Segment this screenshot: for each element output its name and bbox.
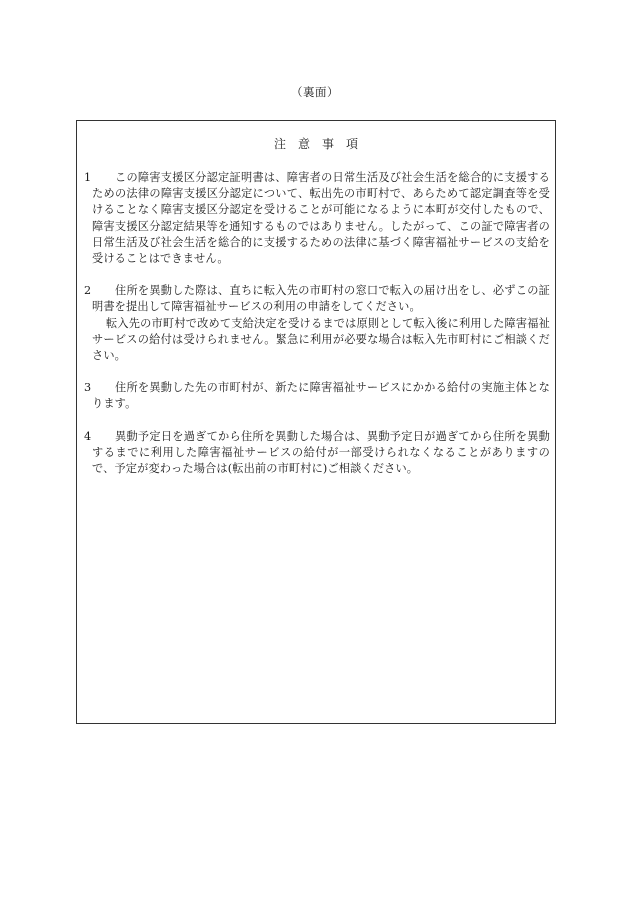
reverse-side-label: （裏面） (291, 85, 339, 99)
item-number: 3 (84, 381, 92, 395)
item-number: 2 (84, 284, 92, 298)
item-paragraph: 住所を異動した際は、直ちに転入先の市町村の窓口で転入の届け出をし、必ずこの証明書を提出して障害福祉サービスの利用の申請をしてください。 (92, 284, 550, 314)
notice-item-2 (84, 283, 550, 364)
notice-box (76, 120, 556, 724)
notice-item-4 (84, 429, 550, 478)
notice-title: 注 意 事 項 (273, 137, 358, 151)
notice-item-3 (84, 380, 550, 412)
item-number: 4 (84, 429, 92, 443)
notice-list (84, 170, 550, 493)
item-paragraph: 異動予定日を過ぎてから住所を異動した場合は、異動予定日が過ぎてから住所を異動するまでに利用した障害福祉サービスの給付が一部受けられなくなることがありますので、予定が変わった場合は(転出前の市町村に)ご相談ください。 (92, 429, 550, 476)
item-paragraph: この障害支援区分認定証明書は、障害者の日常生活及び社会生活を総合的に支援するための法律の障害支援区分認定について、転出先の市町村で、あらためて認定調査等を受けることなく障害支援区分認定を受けることが可能になるように本町が交付したもので、障害支援区分認定結果等を通知するものではありません。したがって、この証で障害者の日常生活及び社会生活を総合的に支援するための法律に基づく障害福祉サービスの支給を受けることはできません。 (92, 171, 550, 266)
item-paragraph: 住所を異動した先の市町村が、新たに障害福祉サービスにかかる給付の実施主体となります。 (92, 381, 550, 411)
notice-item-1 (84, 170, 550, 267)
item-paragraph: 転入先の市町村で改めて支給決定を受けるまでは原則として転入後に利用した障害福祉サービスの給付は受けられません。緊急に利用が必要な場合は転入先市町村にご相談ください。 (92, 316, 550, 363)
item-number: 1 (84, 171, 92, 184)
